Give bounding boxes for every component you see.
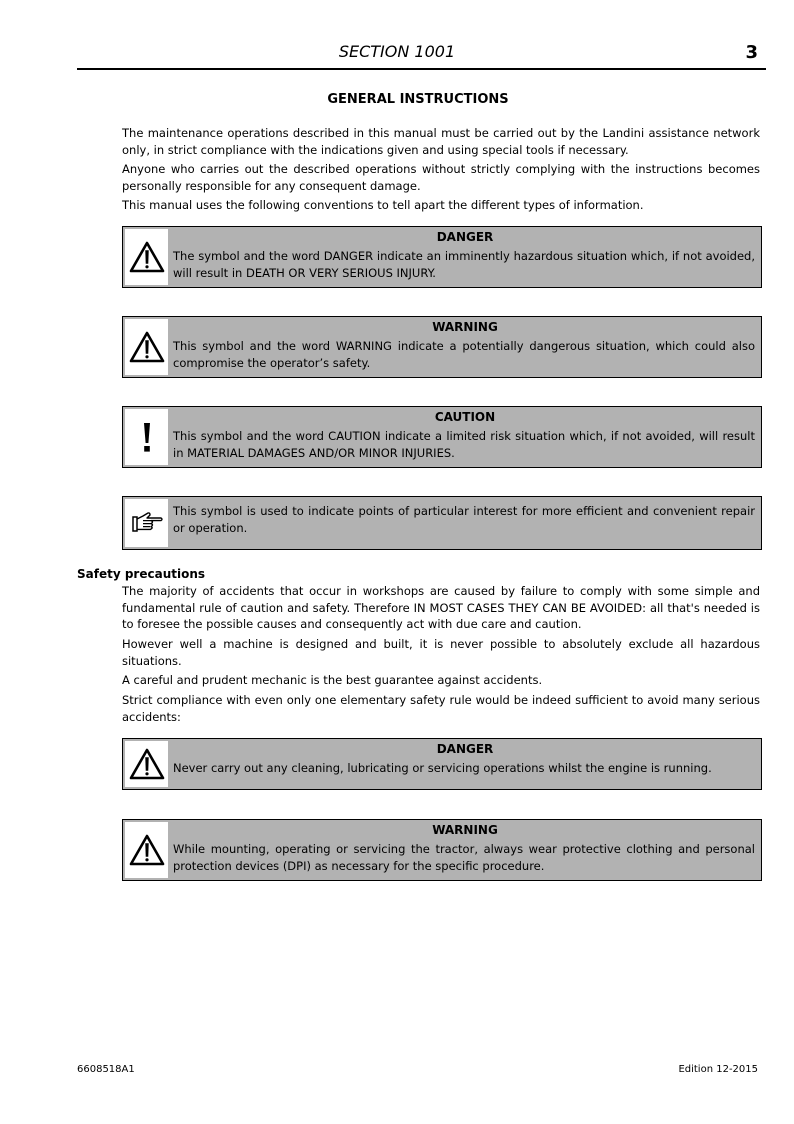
safety-paragraph-2: However well a machine is designed and built, it is never possible to absolutely exclude all hazardous situations. <box>122 637 760 668</box>
notice-text: This symbol and the word WARNING indicate a potentially dangerous situation, which could also compromise the operator’s safety. <box>173 339 755 370</box>
warning-notice <box>122 316 762 378</box>
notice-title: CAUTION <box>434 410 496 424</box>
page-number: 3 <box>745 42 758 63</box>
notice-title: WARNING <box>432 320 498 334</box>
safety-paragraph-4: Strict compliance with even only one elementary safety rule would be indeed sufficient to avoid many serious accidents: <box>122 693 760 724</box>
document-code: 6608518A1 <box>77 1064 135 1075</box>
page-title: GENERAL INSTRUCTIONS <box>327 92 509 107</box>
warning-triangle-icon <box>125 822 168 878</box>
notice-text: Never carry out any cleaning, lubricating or servicing operations whilst the engine is running. <box>173 761 712 775</box>
note-notice <box>122 496 762 550</box>
caution-notice <box>122 406 762 468</box>
warning-triangle-icon <box>125 319 168 375</box>
notice-text: This symbol and the word CAUTION indicate a limited risk situation which, if not avoided, will result in MATERIAL DAMAGES AND/OR MINOR INJURIES. <box>173 429 755 460</box>
intro-paragraph-2: Anyone who carries out the described operations without strictly complying with the instructions becomes personally responsible for any consequent damage. <box>122 162 760 193</box>
header-divider <box>77 68 766 70</box>
safety-paragraph-1: The majority of accidents that occur in workshops are caused by failure to comply with some simple and fundamental rule of caution and safety. Therefore IN MOST CASES THEY CAN BE AVOIDED: all that's needed is to foresee the possible causes and consequently act with due care and caution. <box>122 584 760 631</box>
section-title: SECTION 1001 <box>338 42 456 61</box>
pointing-hand-icon <box>125 499 168 547</box>
notice-title: WARNING <box>432 823 498 837</box>
notice-text: While mounting, operating or servicing the tractor, always wear protective clothing and personal protection devices (DPI) as necessary for the specific procedure. <box>173 842 755 873</box>
notice-title: DANGER <box>436 230 494 244</box>
notice-text: The symbol and the word DANGER indicate an imminently hazardous situation which, if not avoided, will result in DEATH OR VERY SERIOUS INJURY. <box>173 249 755 280</box>
exclamation-icon <box>125 409 168 465</box>
notice-title: DANGER <box>436 742 494 756</box>
danger-notice <box>122 226 762 288</box>
intro-paragraph-1: The maintenance operations described in this manual must be carried out by the Landini assistance network only, in strict compliance with the indications given and using special tools if necessary. <box>122 126 760 157</box>
notice-text: This symbol is used to indicate points of particular interest for more efficient and convenient repair or operation. <box>173 504 755 535</box>
safety-paragraph-3: A careful and prudent mechanic is the best guarantee against accidents. <box>122 673 543 687</box>
warning-triangle-icon <box>125 229 168 285</box>
intro-paragraph-3: This manual uses the following conventions to tell apart the different types of information. <box>122 198 644 212</box>
safety-danger-notice <box>122 738 762 790</box>
safety-heading: Safety precautions <box>77 567 206 581</box>
safety-warning-notice <box>122 819 762 881</box>
edition-label: Edition 12-2015 <box>678 1064 758 1075</box>
warning-triangle-icon <box>125 741 168 787</box>
